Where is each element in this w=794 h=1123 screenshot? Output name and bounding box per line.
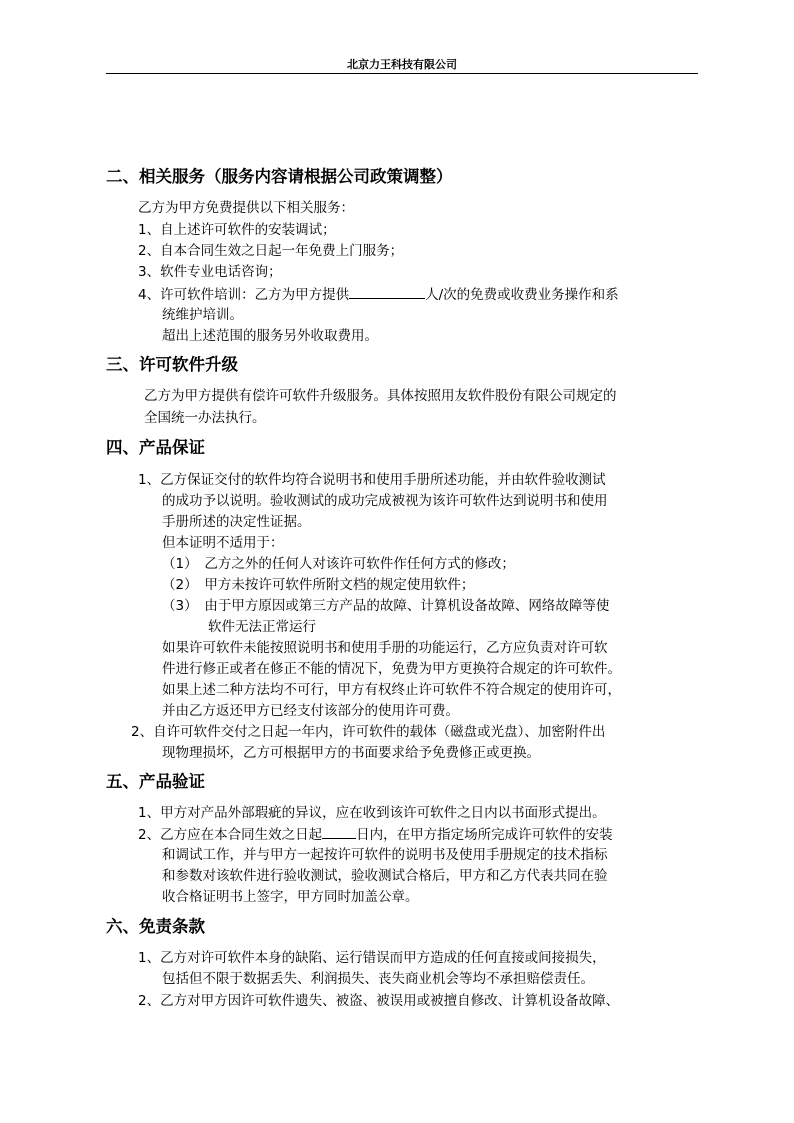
s2-item-4-text-a: 4、许可软件培训：乙方为甲方提供 [138,287,350,303]
s5-item-2-line-1 [138,824,613,845]
s4-item-2-line-1: 2、自许可软件交付之日起一年内，许可软件的载体（磁盘或光盘）、加密附件出 [131,724,606,740]
s5-item-2-text-b: 日内，在甲方指定场所完成许可软件的安装 [356,827,613,843]
s3-para-2: 全国统一办法执行。 [144,410,266,426]
s2-item-3: 3、软件专业电话咨询； [138,264,282,280]
s2-note: 超出上述范围的服务另外收取费用。 [162,328,378,344]
s4-sub-1: （1） 乙方之外的任何人对该许可软件作任何方式的修改； [162,556,515,572]
s4-item-1-line-3: 手册所述的决定性证据。 [162,514,311,530]
s2-item-4-cont: 统维护培训。 [162,307,243,323]
page-header-company: 北京力王科技有限公司 [347,58,457,71]
s2-item-4-blank[interactable] [349,284,425,299]
s5-item-2-text-a: 2、乙方应在本合同生效之日起 [138,827,323,843]
section-2-heading: 二、相关服务（服务内容请根据公司政策调整） [106,167,453,186]
s4-sub-3-line-1: （3） 由于甲方原因或第三方产品的故障、计算机设备故障、网络故障等使 [162,598,610,614]
s6-item-1-line-1: 1、乙方对许可软件本身的缺陷、运行错误而甲方造成的任何直接或间接损失， [138,950,606,966]
s5-item-1: 1、甲方对产品外部瑕疵的异议，应在收到该许可软件之日内以书面形式提出。 [138,805,606,821]
s4-item-1-line-4: 但本证明不适用于： [162,535,284,551]
s2-item-2: 2、自本合同生效之日起一年免费上门服务； [138,243,404,259]
s4-item-1-line-8: 并由乙方返还甲方已经支付该部分的使用许可费。 [162,703,459,719]
s3-para-1: 乙方为甲方提供有偿许可软件升级服务。具体按照用友软件股份有限公司规定的 [144,388,617,404]
s5-item-2-blank[interactable] [322,824,356,839]
s2-item-4-text-b: 人/次的免费或收费业务操作和系 [425,287,619,303]
s4-item-1-line-7: 如果上述二种方法均不可行，甲方有权终止许可软件不符合规定的使用许可， [162,682,621,698]
section-3-heading: 三、许可软件升级 [106,355,238,374]
s4-sub-2: （2） 甲方未按许可软件所附文档的规定使用软件； [162,577,475,593]
section-4-heading: 四、产品保证 [106,438,205,457]
header-rule [106,73,698,74]
s4-sub-3-line-2: 软件无法正常运行 [208,619,316,635]
s6-item-1-line-2: 包括但不限于数据丢失、利润损失、丧失商业机会等均不承担赔偿责任。 [162,971,594,987]
s2-intro: 乙方为甲方免费提供以下相关服务： [138,200,354,216]
s4-item-1-line-5: 如果许可软件未能按照说明书和使用手册的功能运行，乙方应负责对许可软 [162,640,608,656]
s6-item-2-line-1: 2、乙方对甲方因许可软件遗失、被盗、被误用或被擅自修改、计算机设备故障、 [138,993,620,1009]
s2-item-1: 1、自上述许可软件的安装调试； [138,222,336,238]
s2-item-4 [138,284,619,305]
section-5-heading: 五、产品验证 [106,772,205,791]
s4-item-1-line-2: 的成功予以说明。验收测试的成功完成被视为该许可软件达到说明书和使用 [162,493,608,509]
s4-item-2-line-2: 现物理损坏，乙方可根据甲方的书面要求给予免费修正或更换。 [162,745,540,761]
s5-item-2-line-3: 和参数对该软件进行验收测试，验收测试合格后，甲方和乙方代表共同在验 [162,868,608,884]
s5-item-2-line-4: 收合格证明书上签字，甲方同时加盖公章。 [162,889,419,905]
s4-item-1-line-6: 件进行修正或者在修正不能的情况下，免费为甲方更换符合规定的许可软件。 [162,661,621,677]
s5-item-2-line-2: 和调试工作，并与甲方一起按许可软件的说明书及使用手册规定的技术指标 [162,847,608,863]
section-6-heading: 六、免责条款 [106,917,205,936]
s4-item-1-line-1: 1、乙方保证交付的软件均符合说明书和使用手册所述功能，并由软件验收测试 [138,472,606,488]
